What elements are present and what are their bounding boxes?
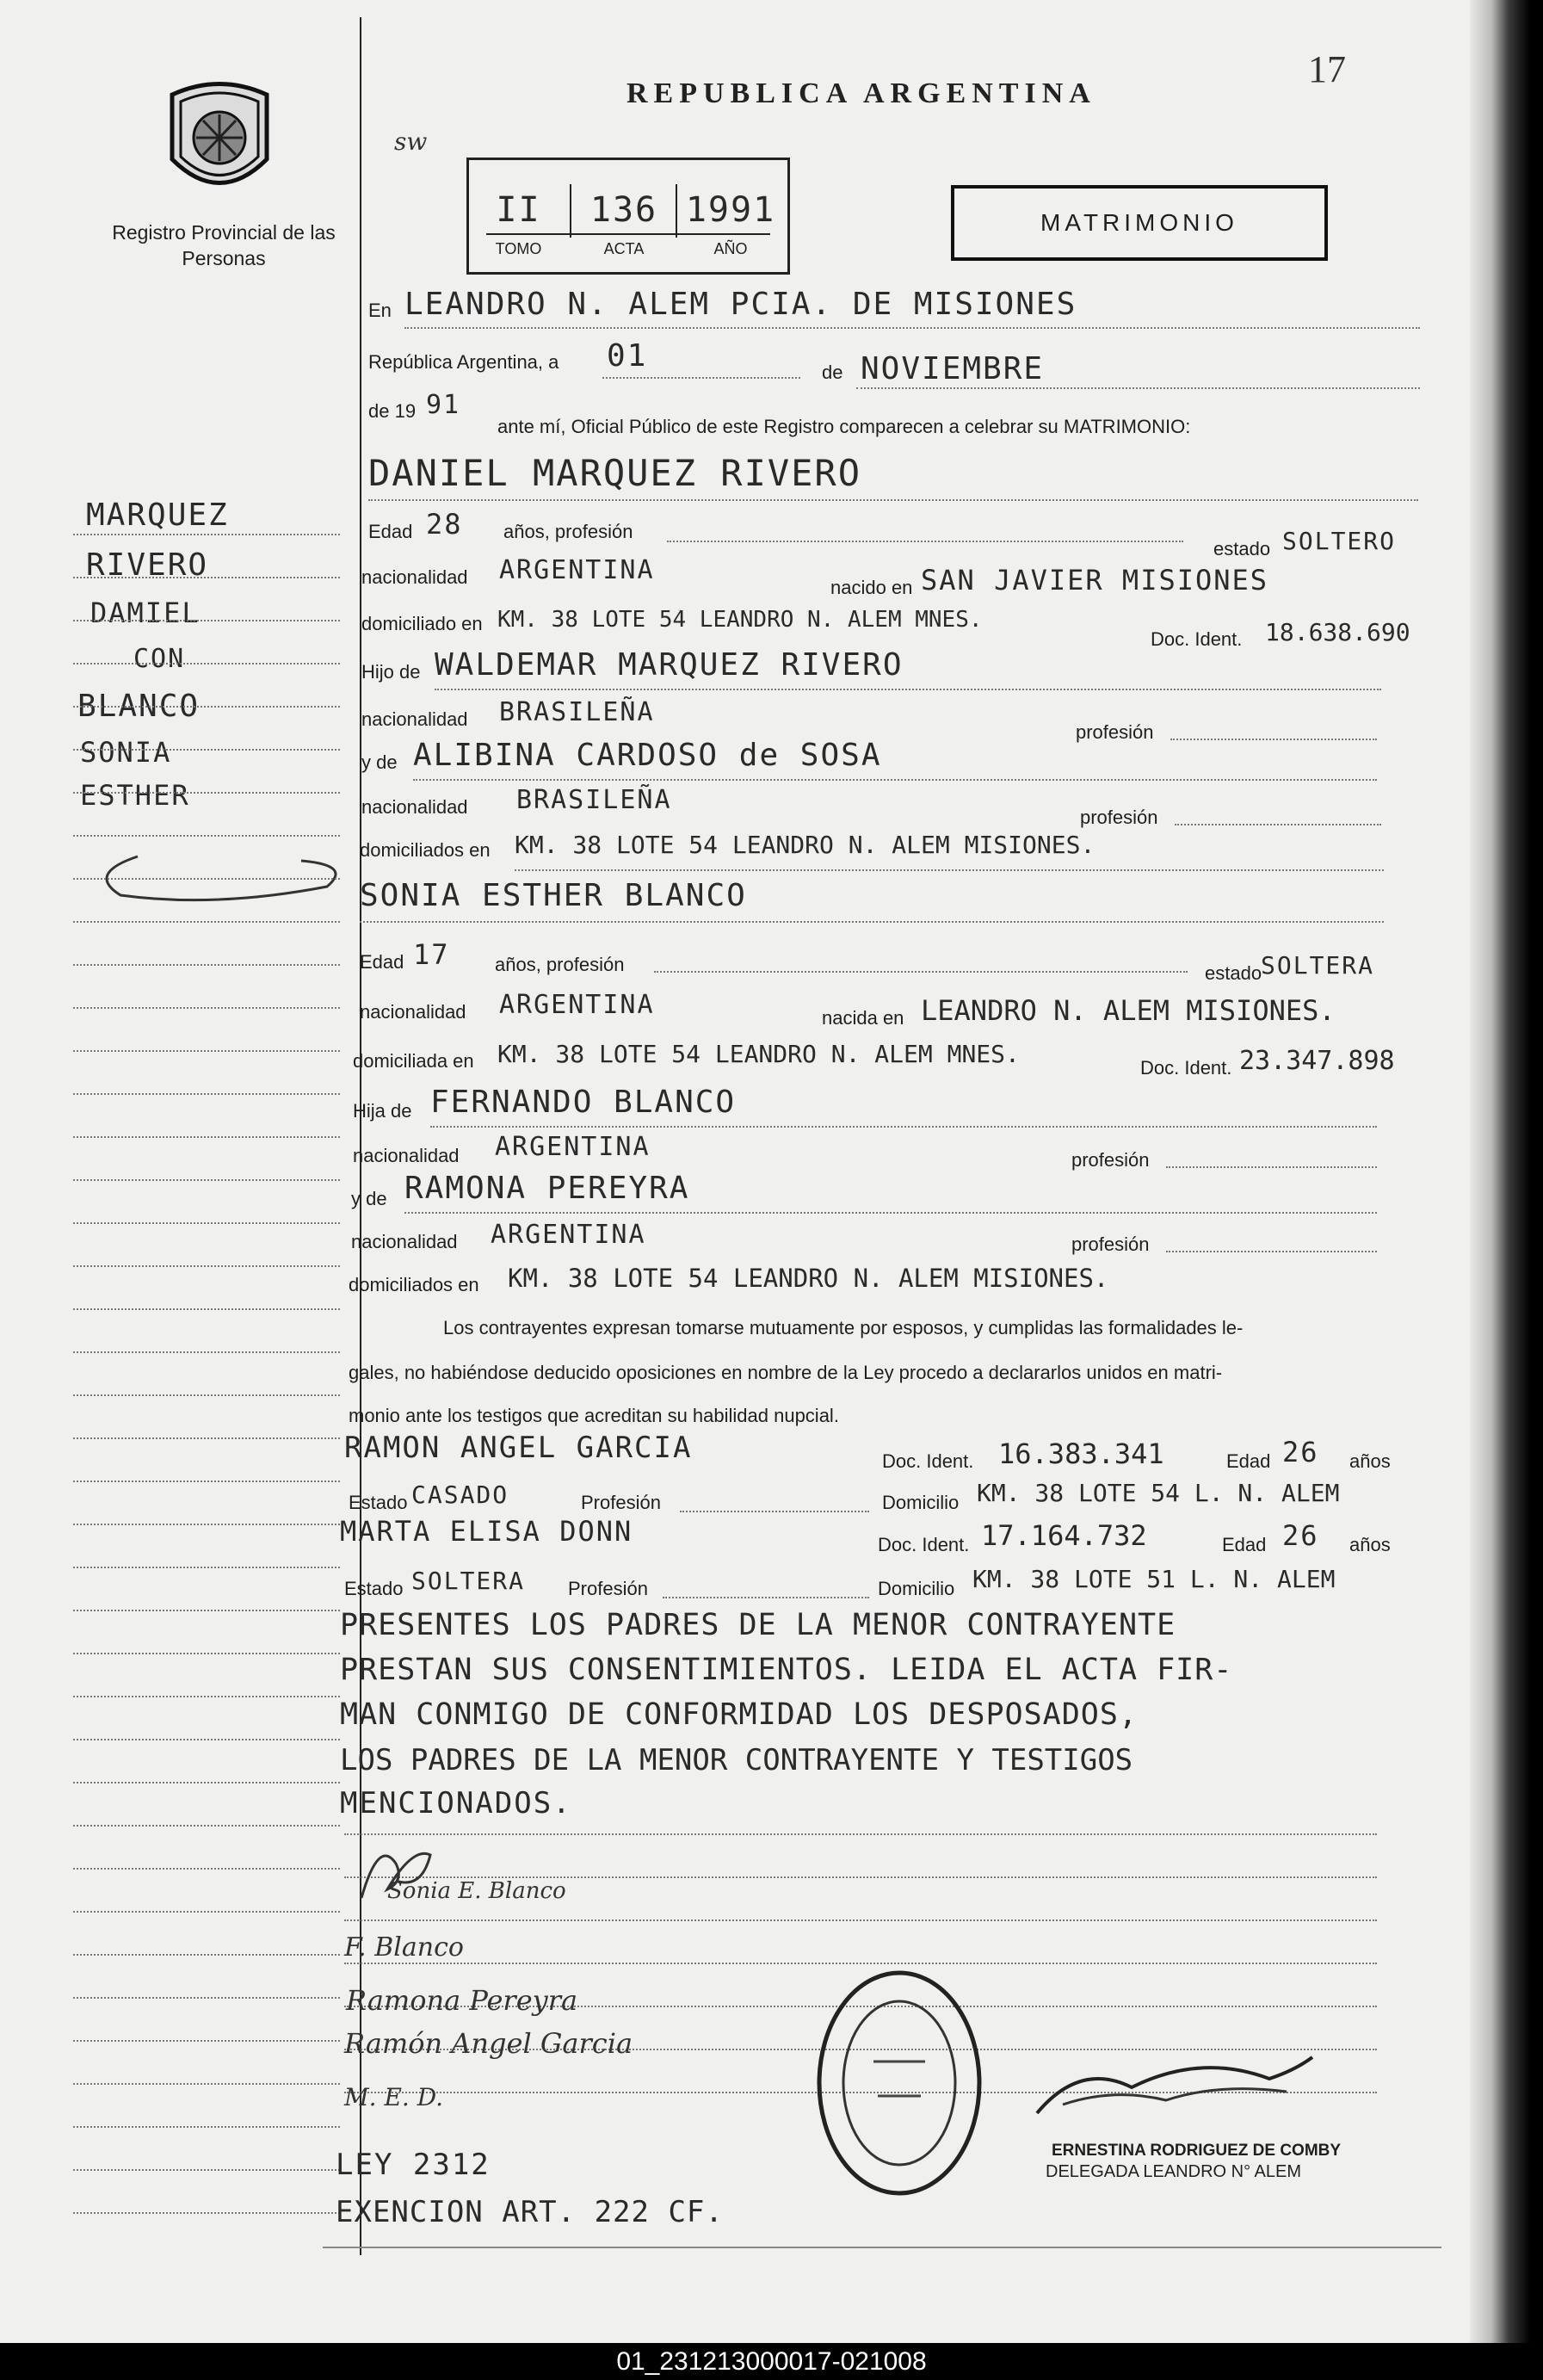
margin-rule-line: [73, 1653, 340, 1654]
y-de-label: y de: [361, 751, 398, 773]
bride-doc: 23.347.898: [1239, 1046, 1395, 1076]
official-signature: [1028, 2053, 1321, 2122]
groom-father: WALDEMAR MARQUEZ RIVERO: [435, 647, 904, 683]
bride-mother-nat: ARGENTINA: [491, 1220, 646, 1250]
groom-doc: 18.638.690: [1265, 618, 1410, 646]
margin-rule-line: [73, 792, 340, 794]
margin-rule-line: [73, 1567, 340, 1568]
witness-1-profesion-label: Profesión: [581, 1492, 661, 1513]
witness-1-estado-label: Estado: [349, 1492, 408, 1513]
witness-2-edad-label: Edad: [1222, 1534, 1267, 1555]
groom-doc-label: Doc. Ident.: [1151, 628, 1243, 650]
margin-rule-line: [73, 706, 340, 708]
groom-edad-label: Edad: [368, 521, 413, 542]
groom-age: 28: [426, 508, 463, 541]
groom-anos-profesion: años, profesión: [503, 521, 633, 542]
groom-nationality: ARGENTINA: [499, 555, 655, 585]
bride-mother: RAMONA PEREYRA: [404, 1171, 690, 1206]
bride-edad-label: Edad: [360, 951, 404, 973]
groom-estado-label: estado: [1213, 538, 1271, 559]
margin-rule-line: [73, 1696, 340, 1697]
bride-domicilio-label: domiciliada en: [353, 1050, 474, 1072]
margin-rule-line: [73, 835, 340, 837]
bride-address: KM. 38 LOTE 54 LEANDRO N. ALEM MNES.: [497, 1040, 1020, 1068]
margin-rule-line: [73, 1954, 340, 1956]
bride-age: 17: [413, 938, 450, 971]
margin-name-2: RIVERO: [86, 547, 209, 583]
signature-4: Ramón Angel Garcia: [344, 2027, 633, 2060]
file-id-caption: 01_231213000017-021008: [0, 2343, 1543, 2380]
bride-birthplace: LEANDRO N. ALEM MISIONES.: [921, 994, 1336, 1027]
de-label: de: [822, 362, 843, 383]
margin-rule-line: [73, 1265, 340, 1267]
bride-father: FERNANDO BLANCO: [430, 1085, 737, 1120]
hija-de-label: Hija de: [353, 1100, 412, 1122]
signature-3: Ramona Pereyra: [346, 1984, 578, 2017]
bride-father-nat: ARGENTINA: [495, 1132, 651, 1162]
acta-label: ACTA: [603, 240, 645, 257]
legal-text-line-3: monio ante los testigos que acreditan su habilidad nupcial.: [349, 1405, 839, 1426]
margin-rule-line: [73, 1351, 340, 1353]
witness-1-age: 26: [1282, 1436, 1319, 1468]
witness-2-anos: años: [1349, 1534, 1391, 1555]
legal-text-line-1: Los contrayentes expresan tomarse mutuamente por esposos, y cumplidas las formalidades le-: [443, 1317, 1244, 1338]
tomo-value: II: [496, 190, 541, 230]
margin-rule-line: [73, 1610, 340, 1611]
margin-rule-line: [73, 1911, 340, 1913]
official-title: DELEGADA LEANDRO N° ALEM: [1046, 2162, 1301, 2181]
margin-rule-line: [73, 1997, 340, 1999]
margin-name-1: MARQUEZ: [86, 498, 229, 533]
signature-2: F. Blanco: [344, 1932, 464, 1963]
margin-rule-line: [73, 1524, 340, 1525]
tomo-label: TOMO: [495, 240, 542, 257]
ano-label: AÑO: [713, 240, 748, 257]
margin-rule-line: [73, 1437, 340, 1439]
groom-father-nat: BRASILEÑA: [499, 697, 655, 727]
margin-rule-line: [73, 1007, 340, 1009]
witness-2-estado: SOLTERA: [411, 1567, 526, 1595]
en-label: En: [368, 300, 392, 321]
margin-rule-line: [73, 1308, 340, 1310]
bride-parents-domicilio-label: domiciliados en: [349, 1274, 479, 1295]
witness-1-domicilio-label: Domicilio: [882, 1492, 960, 1513]
signature-5: M. E. D.: [344, 2083, 444, 2111]
margin-rule-line: [73, 620, 340, 621]
bride-nacida-label: nacida en: [822, 1007, 904, 1029]
signature-1: Sonia E. Blanco: [387, 1878, 566, 1904]
groom-mother-profesion-label: profesión: [1080, 807, 1158, 828]
bride-estado-label: estado: [1205, 962, 1262, 984]
margin-rule-line: [73, 1739, 340, 1740]
place-value: LEANDRO N. ALEM PCIA. DE MISIONES: [404, 287, 1077, 322]
main-rule-line: [344, 1833, 1377, 1835]
margin-rule-line: [73, 1782, 340, 1783]
note-line-3: MAN CONMIGO DE CONFORMIDAD LOS DESPOSADOS,: [340, 1697, 1139, 1732]
groom-nationality-label: nacionalidad: [361, 566, 468, 588]
margin-rule-line: [73, 2126, 340, 2128]
margin-rule-line: [73, 2040, 340, 2042]
note-line-2: PRESTAN SUS CONSENTIMIENTOS. LEIDA EL ACTA FIR-: [340, 1653, 1233, 1687]
intro-text: ante mí, Oficial Público de este Registro comparecen a celebrar su MATRIMONIO:: [497, 416, 1191, 437]
page-number: 17: [1308, 48, 1346, 90]
margin-rule-line: [73, 663, 340, 665]
act-type: MATRIMONIO: [1040, 209, 1238, 236]
country-heading: REPUBLICA ARGENTINA: [626, 77, 1096, 109]
groom-estado: SOLTERO: [1282, 527, 1397, 555]
margin-rule-line: [73, 1481, 340, 1482]
record-number-box: [466, 158, 790, 275]
margin-name-3: DAMIEL: [90, 597, 201, 629]
margin-rule-line: [73, 1868, 340, 1870]
official-seal-icon: [813, 1967, 985, 2199]
bride-mother-nat-label: nacionalidad: [351, 1231, 458, 1252]
margin-name-5: BLANCO: [77, 689, 201, 724]
bride-anos-profesion: años, profesión: [495, 954, 625, 975]
witness-2-domicilio-label: Domicilio: [878, 1578, 955, 1599]
bride-doc-label: Doc. Ident.: [1140, 1057, 1232, 1079]
witness-2-estado-label: Estado: [344, 1578, 404, 1599]
groom-nacido-label: nacido en: [830, 577, 913, 598]
groom-name: DANIEL MARQUEZ RIVERO: [368, 452, 862, 494]
witness-1-domicilio: KM. 38 LOTE 54 L. N. ALEM: [977, 1479, 1340, 1507]
margin-rule-line: [73, 964, 340, 966]
bride-mother-profesion-label: profesión: [1071, 1233, 1150, 1255]
footer-note-2: EXENCION ART. 222 CF.: [336, 2195, 724, 2229]
margin-name-6: SONIA: [80, 736, 172, 769]
groom-mother-nat-label: nacionalidad: [361, 796, 468, 818]
witness-2-domicilio: KM. 38 LOTE 51 L. N. ALEM: [972, 1565, 1336, 1593]
margin-rule-line: [73, 2212, 340, 2214]
note-line-1: PRESENTES LOS PADRES DE LA MENOR CONTRAYENTE: [340, 1608, 1176, 1642]
groom-father-profesion-label: profesión: [1076, 721, 1154, 743]
bride-name: SONIA ESTHER BLANCO: [360, 878, 747, 913]
groom-mother-nat: BRASILEÑA: [516, 785, 672, 815]
main-rule-line: [344, 1963, 1377, 1964]
groom-parents-domicilio-label: domiciliados en: [360, 839, 491, 861]
groom-domicilio-label: domiciliado en: [361, 613, 483, 634]
margin-rule-line: [73, 1050, 340, 1052]
margin-rule-line: [73, 921, 340, 923]
bride-y-de-label: y de: [351, 1188, 387, 1209]
official-name: ERNESTINA RODRIGUEZ DE COMBY: [1052, 2142, 1342, 2160]
binding-edge: [1470, 0, 1543, 2343]
hijo-de-label: Hijo de: [361, 661, 421, 683]
official-signature-scribble-icon: [1028, 2053, 1321, 2122]
month-value: NOVIEMBRE: [861, 351, 1045, 386]
note-line-5: MENCIONADOS.: [340, 1786, 572, 1821]
margin-rule-line: [73, 2083, 340, 2085]
provincial-seal-icon: [162, 77, 277, 198]
margin-rule-line: [73, 1093, 340, 1095]
margin-rule-line: [73, 1825, 340, 1827]
registry-name: Registro Provincial de las Personas: [112, 221, 336, 269]
margin-rule-line: [73, 534, 340, 535]
witness-2-profesion-label: Profesión: [568, 1578, 648, 1599]
clerk-initials: sw: [394, 127, 428, 156]
groom-father-nat-label: nacionalidad: [361, 708, 468, 730]
bride-father-nat-label: nacionalidad: [353, 1145, 460, 1166]
witness-1-doc-label: Doc. Ident.: [882, 1450, 974, 1472]
main-rule-line: [344, 1919, 1377, 1921]
witness-1-doc: 16.383.341: [998, 1437, 1164, 1470]
groom-parents-address: KM. 38 LOTE 54 LEANDRO N. ALEM MISIONES.: [515, 831, 1096, 859]
ano-value: 1991: [685, 190, 776, 230]
margin-rule-line: [73, 878, 340, 880]
note-line-4: LOS PADRES DE LA MENOR CONTRAYENTE Y TESTIGOS: [340, 1743, 1133, 1777]
margin-rule-line: [73, 749, 340, 751]
margin-name-7: ESTHER: [80, 779, 190, 812]
margin-rule-line: [73, 1179, 340, 1181]
margin-rule-line: [73, 1222, 340, 1224]
legal-text-line-2: gales, no habiéndose deducido oposiciones en nombre de la Ley procedo a declararlos unidos en matri-: [349, 1362, 1223, 1383]
day-value: 01: [607, 338, 648, 374]
witness-1-edad-label: Edad: [1226, 1450, 1271, 1472]
bride-nationality: ARGENTINA: [499, 990, 655, 1020]
bride-nationality-label: nacionalidad: [360, 1001, 466, 1023]
margin-rule-line: [73, 1136, 340, 1138]
margin-rule-line: [73, 577, 340, 578]
witness-1-estado: CASADO: [411, 1481, 509, 1509]
bride-parents-address: KM. 38 LOTE 54 LEANDRO N. ALEM MISIONES.: [508, 1264, 1109, 1293]
bride-estado: SOLTERA: [1261, 951, 1375, 980]
margin-name-4: CON: [133, 644, 186, 674]
footer-note-1: LEY 2312: [336, 2148, 491, 2182]
year-suffix: 91: [426, 390, 461, 420]
year-prefix: de 19: [368, 400, 417, 422]
groom-address: KM. 38 LOTE 54 LEANDRO N. ALEM MNES.: [497, 607, 983, 633]
margin-rule-line: [73, 1394, 340, 1396]
republica-label: República Argentina, a: [368, 351, 559, 373]
margin-rule-line: [73, 2169, 340, 2171]
witness-2-doc-label: Doc. Ident.: [878, 1534, 970, 1555]
act-type-box: [951, 185, 1328, 261]
witness-2-age: 26: [1282, 1519, 1319, 1552]
witness-1-name: RAMON ANGEL GARCIA: [344, 1431, 693, 1465]
bride-father-profesion-label: profesión: [1071, 1149, 1150, 1171]
groom-mother: ALIBINA CARDOSO de SOSA: [413, 738, 882, 773]
groom-birthplace: SAN JAVIER MISIONES: [921, 564, 1269, 597]
witness-2-name: MARTA ELISA DONN: [340, 1515, 633, 1548]
acta-value: 136: [589, 190, 658, 230]
witness-1-anos: años: [1349, 1450, 1391, 1472]
witness-2-doc: 17.164.732: [981, 1519, 1147, 1552]
